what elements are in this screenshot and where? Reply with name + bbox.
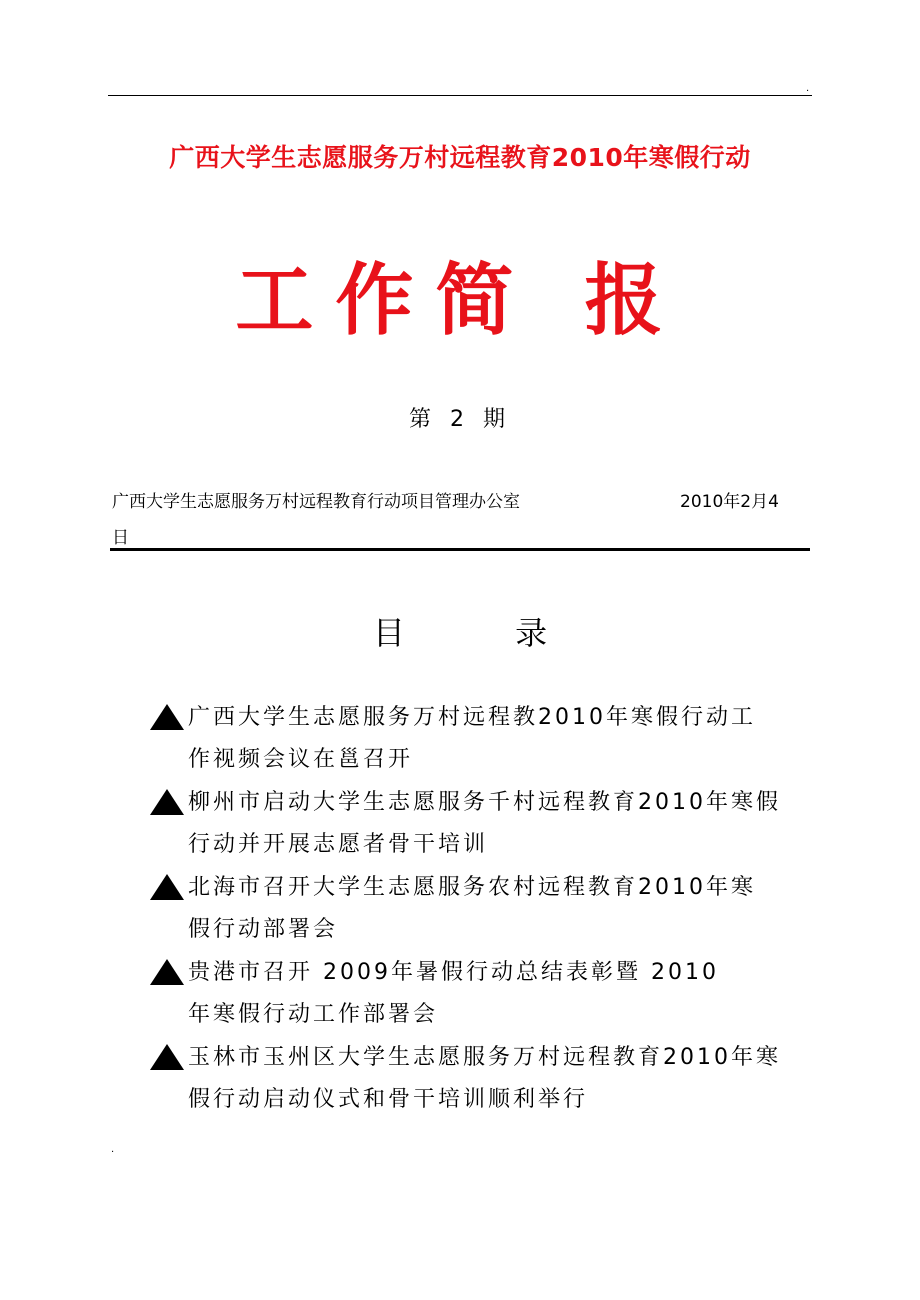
- toc-item-line-2: 假行动部署会: [188, 917, 339, 942]
- publish-date: 2010年2月4: [680, 492, 779, 512]
- header-rule: [108, 95, 812, 96]
- publish-date-continued: 日: [112, 528, 129, 548]
- document-subtitle: 广西大学生志愿服务万村远程教育2010年寒假行动: [169, 143, 751, 172]
- triangle-bullet-icon: [150, 874, 184, 900]
- issue-number: 第 2 期: [409, 407, 511, 432]
- toc-title: 目 录: [372, 614, 598, 652]
- document-title: 工作简 报: [235, 255, 685, 346]
- header-thick-rule: [110, 548, 810, 551]
- toc-item-line-2: 行动并开展志愿者骨干培训: [188, 832, 489, 857]
- publisher: 广西大学生志愿服务万村远程教育行动项目管理办公室: [112, 492, 520, 512]
- triangle-bullet-icon: [150, 789, 184, 815]
- triangle-bullet-icon: [150, 959, 184, 985]
- footer-dot: .: [111, 1144, 115, 1155]
- triangle-bullet-icon: [150, 704, 184, 730]
- toc-item-line-1: 北海市召开大学生志愿服务农村远程教育2010年寒: [188, 875, 756, 900]
- toc-item-line-1: 柳州市启动大学生志愿服务千村远程教育2010年寒假: [188, 790, 781, 815]
- toc-item-line-2: 年寒假行动工作部署会: [188, 1002, 439, 1027]
- toc-item-line-1: 玉林市玉州区大学生志愿服务万村远程教育2010年寒: [188, 1045, 781, 1070]
- toc-item-line-1: 广西大学生志愿服务万村远程教2010年寒假行动工: [188, 705, 756, 730]
- toc-item-line-2: 作视频会议在邕召开: [188, 747, 414, 772]
- header-dot: .: [806, 83, 810, 94]
- triangle-bullet-icon: [150, 1044, 184, 1070]
- toc-item-line-2: 假行动启动仪式和骨干培训顺利举行: [188, 1087, 589, 1112]
- toc-item-line-1: 贵港市召开 2009年暑假行动总结表彰暨 2010: [188, 960, 719, 985]
